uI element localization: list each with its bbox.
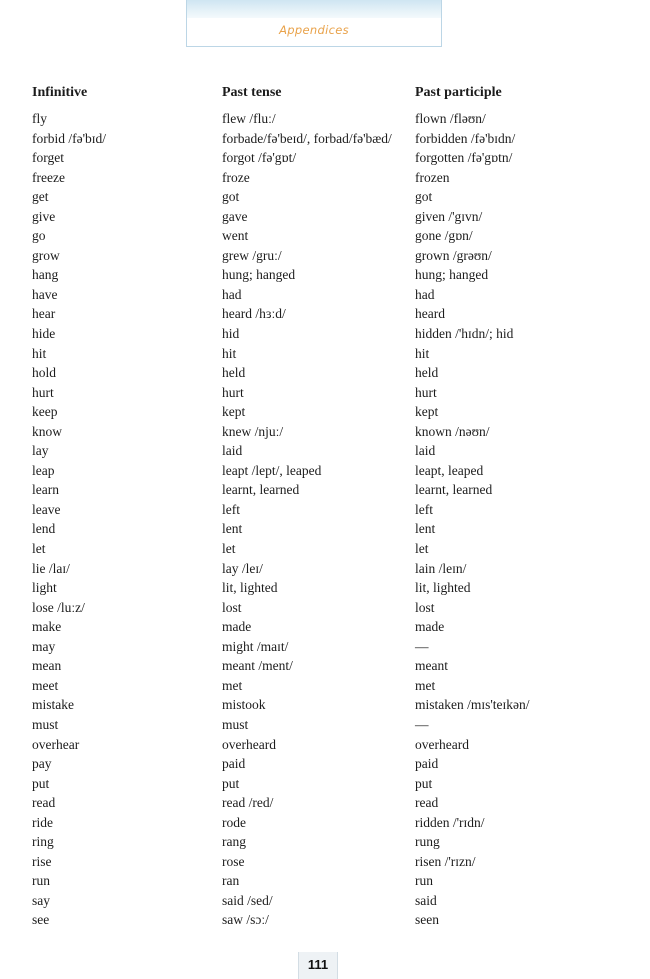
past-participle-cell: heard	[415, 306, 445, 322]
past-tense-cell: held	[222, 365, 246, 381]
table-row	[0, 305, 650, 325]
past-tense-cell: meant /ment/	[222, 658, 293, 674]
table-row	[0, 755, 650, 775]
past-participle-cell: put	[415, 775, 433, 791]
past-tense-cell: knew /njuː/	[222, 423, 284, 439]
infinitive-cell: fly	[32, 111, 47, 126]
past-participle-cell: gone /gɒn/	[415, 228, 473, 244]
infinitive-cell: pay	[32, 756, 52, 772]
table-row	[0, 501, 650, 521]
page-number: 111	[307, 957, 329, 972]
past-tense-cell: laid	[222, 443, 243, 459]
past-tense-cell: kept	[222, 404, 246, 420]
past-participle-cell: hurt	[415, 384, 437, 400]
past-participle-cell: kept	[415, 404, 439, 420]
table-row	[0, 149, 650, 169]
table-row	[0, 599, 650, 619]
infinitive-cell: leave	[32, 501, 61, 517]
past-tense-cell: rang	[222, 834, 246, 850]
column-header-past-participle: Past participle	[415, 85, 502, 100]
infinitive-cell: get	[32, 189, 49, 205]
table-row	[0, 110, 650, 130]
table-row	[0, 423, 650, 443]
past-participle-cell: got	[415, 189, 433, 205]
section-title: Appendices	[279, 23, 349, 37]
past-participle-cell: let	[415, 541, 429, 557]
past-participle-cell: lost	[415, 599, 435, 615]
past-participle-cell: risen /'rɪzn/	[415, 853, 476, 869]
infinitive-cell: overhear	[32, 736, 80, 752]
past-participle-cell: meant	[415, 658, 448, 674]
infinitive-cell: lose /luːz/	[32, 599, 85, 615]
table-row	[0, 345, 650, 365]
past-tense-cell: heard /hɜːd/	[222, 306, 286, 322]
infinitive-cell: keep	[32, 404, 58, 420]
past-tense-cell: had	[222, 286, 242, 302]
infinitive-cell: must	[32, 716, 59, 732]
past-participle-cell: mistaken /mɪs'teɪkən/	[415, 697, 530, 713]
infinitive-cell: let	[32, 541, 46, 557]
column-header-past-tense: Past tense	[222, 85, 282, 100]
column-header-infinitive: Infinitive	[32, 85, 88, 100]
infinitive-cell: mistake	[32, 697, 74, 713]
past-participle-cell: ridden /'rɪdn/	[415, 814, 485, 830]
table-row	[0, 833, 650, 853]
table-row	[0, 384, 650, 404]
infinitive-cell: have	[32, 286, 58, 302]
infinitive-cell: forbid /fə'bɪd/	[32, 130, 107, 146]
past-tense-cell: hid	[222, 326, 240, 342]
table-row	[0, 892, 650, 912]
infinitive-cell: see	[32, 912, 50, 928]
past-tense-cell: lay /leɪ/	[222, 560, 263, 576]
table-row	[0, 853, 650, 873]
table-row	[0, 208, 650, 228]
past-participle-cell: held	[415, 365, 439, 381]
infinitive-cell: run	[32, 873, 50, 889]
past-participle-cell: grown /grəʊn/	[415, 247, 492, 263]
past-participle-cell: given /'gɪvn/	[415, 208, 483, 224]
infinitive-cell: lie /laɪ/	[32, 560, 70, 576]
past-tense-cell: leapt /lept/, leaped	[222, 462, 322, 478]
table-row	[0, 442, 650, 462]
table-header-row	[0, 84, 650, 102]
past-tense-cell: grew /gruː/	[222, 247, 282, 263]
past-participle-cell: forbidden /fə'bɪdn/	[415, 130, 516, 146]
table-row	[0, 540, 650, 560]
table-row	[0, 716, 650, 736]
past-participle-cell: —	[415, 716, 429, 732]
past-participle-cell: read	[415, 795, 439, 811]
table-row	[0, 325, 650, 345]
table-row	[0, 520, 650, 540]
table-row	[0, 677, 650, 697]
infinitive-cell: make	[32, 619, 62, 635]
past-tense-cell: hurt	[222, 384, 244, 400]
past-tense-cell: paid	[222, 756, 246, 772]
table-row	[0, 736, 650, 756]
infinitive-cell: may	[32, 638, 56, 654]
infinitive-cell: put	[32, 775, 50, 791]
past-tense-cell: lent	[222, 521, 243, 537]
past-participle-cell: learnt, learned	[415, 482, 493, 498]
infinitive-cell: hold	[32, 365, 57, 381]
infinitive-cell: hurt	[32, 384, 54, 400]
infinitive-cell: give	[32, 208, 56, 224]
infinitive-cell: hang	[32, 267, 59, 283]
past-participle-cell: overheard	[415, 736, 469, 752]
table-row	[0, 794, 650, 814]
past-participle-cell: paid	[415, 756, 439, 772]
past-tense-cell: flew /fluː/	[222, 111, 276, 126]
past-participle-cell: left	[415, 501, 433, 517]
table-row	[0, 403, 650, 423]
past-participle-cell: made	[415, 619, 445, 635]
table-row	[0, 286, 650, 306]
past-tense-cell: saw /sɔː/	[222, 912, 269, 928]
past-tense-cell: met	[222, 677, 243, 693]
table-row	[0, 696, 650, 716]
table-row	[0, 657, 650, 677]
past-tense-cell: rode	[222, 814, 246, 830]
infinitive-cell: learn	[32, 482, 59, 498]
infinitive-cell: rise	[32, 853, 52, 869]
table-row	[0, 872, 650, 892]
infinitive-cell: leap	[32, 462, 55, 478]
past-participle-cell: leapt, leaped	[415, 462, 484, 478]
table-row	[0, 364, 650, 384]
table-row	[0, 560, 650, 580]
table-row	[0, 579, 650, 599]
past-participle-cell: —	[415, 638, 429, 654]
past-tense-cell: rose	[222, 853, 245, 869]
past-participle-cell: hidden /'hɪdn/; hid	[415, 326, 514, 342]
past-tense-cell: hung; hanged	[222, 267, 296, 283]
past-tense-cell: said /sed/	[222, 892, 273, 908]
past-tense-cell: hit	[222, 345, 237, 361]
past-participle-cell: had	[415, 286, 435, 302]
table-row	[0, 814, 650, 834]
past-participle-cell: seen	[415, 912, 439, 928]
past-participle-cell: laid	[415, 443, 436, 459]
header-decorative-band	[187, 0, 441, 18]
infinitive-cell: grow	[32, 247, 60, 263]
table-row	[0, 227, 650, 247]
past-tense-cell: mistook	[222, 697, 266, 713]
infinitive-cell: go	[32, 228, 46, 244]
past-tense-cell: overheard	[222, 736, 276, 752]
infinitive-cell: read	[32, 795, 56, 811]
past-participle-cell: lent	[415, 521, 436, 537]
past-tense-cell: put	[222, 775, 240, 791]
infinitive-cell: lend	[32, 521, 56, 537]
infinitive-cell: mean	[32, 658, 62, 674]
infinitive-cell: lay	[32, 443, 49, 459]
past-tense-cell: gave	[222, 208, 248, 224]
section-header-tab	[186, 0, 442, 47]
past-tense-cell: let	[222, 541, 236, 557]
past-tense-cell: got	[222, 189, 240, 205]
past-participle-cell: lain /leɪn/	[415, 560, 467, 576]
past-participle-cell: lit, lighted	[415, 580, 471, 596]
page-number-box	[298, 952, 338, 979]
table-row	[0, 130, 650, 150]
past-tense-cell: read /red/	[222, 795, 274, 811]
past-tense-cell: lit, lighted	[222, 580, 278, 596]
past-participle-cell: known /nəʊn/	[415, 423, 490, 439]
verb-table	[0, 110, 650, 931]
table-row	[0, 911, 650, 931]
past-tense-cell: froze	[222, 169, 250, 185]
infinitive-cell: ring	[32, 834, 54, 850]
table-row	[0, 481, 650, 501]
infinitive-cell: light	[32, 580, 57, 596]
past-participle-cell: met	[415, 677, 436, 693]
infinitive-cell: meet	[32, 677, 59, 693]
infinitive-cell: hit	[32, 345, 47, 361]
infinitive-cell: ride	[32, 814, 53, 830]
past-tense-cell: ran	[222, 873, 240, 889]
past-participle-cell: said	[415, 892, 437, 908]
past-tense-cell: might /maɪt/	[222, 638, 289, 654]
table-row	[0, 618, 650, 638]
past-tense-cell: learnt, learned	[222, 482, 300, 498]
past-tense-cell: forgot /fə'gɒt/	[222, 150, 297, 166]
past-participle-cell: hung; hanged	[415, 267, 489, 283]
table-row	[0, 462, 650, 482]
past-tense-cell: must	[222, 716, 249, 732]
past-tense-cell: left	[222, 501, 240, 517]
past-participle-cell: frozen	[415, 169, 450, 185]
table-row	[0, 638, 650, 658]
infinitive-cell: hide	[32, 326, 56, 342]
past-participle-cell: flown /fləʊn/	[415, 111, 486, 126]
table-row	[0, 266, 650, 286]
table-row	[0, 775, 650, 795]
past-participle-cell: hit	[415, 345, 430, 361]
infinitive-cell: forget	[32, 150, 64, 166]
past-tense-cell: forbade/fə'beɪd/, forbad/fə'bæd/	[222, 130, 392, 146]
past-tense-cell: made	[222, 619, 252, 635]
infinitive-cell: say	[32, 892, 50, 908]
past-participle-cell: forgotten /fə'gɒtn/	[415, 150, 513, 166]
infinitive-cell: know	[32, 423, 62, 439]
infinitive-cell: freeze	[32, 169, 65, 185]
table-row	[0, 169, 650, 189]
past-tense-cell: went	[222, 228, 249, 244]
past-participle-cell: rung	[415, 834, 440, 850]
infinitive-cell: hear	[32, 306, 56, 322]
past-participle-cell: run	[415, 873, 433, 889]
past-tense-cell: lost	[222, 599, 242, 615]
table-row	[0, 188, 650, 208]
table-row	[0, 247, 650, 267]
